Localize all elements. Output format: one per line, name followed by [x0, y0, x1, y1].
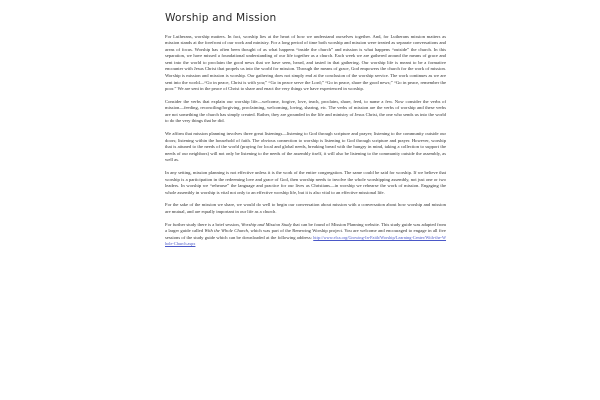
paragraph-5: For the sake of the mission we share, we would do well to begin our conversation about mission with a conversation about how worship and mission are mutual, and are equally important in our life as a church. — [165, 202, 446, 215]
document-content — [165, 12, 446, 248]
study-title-worship-and-mission-study: Worship and Mission Study — [241, 221, 292, 227]
page-title: Worship and Mission — [165, 12, 277, 24]
study-guide-download-link[interactable]: http://www.elca.org/Growing-In-Faith/Worship/Learning-Center/With-the-Whole-Church.aspx — [165, 234, 447, 247]
study-title-with-the-whole-church: With the Whole Church — [204, 228, 248, 234]
paragraph-1: For Lutherans, worship matters. In fact, worship lies at the heart of how we understand ourselves together. And, for Lutherans mission matters as mission stands at the forefront of our work and ministry. For a long period of time both worship and mission were treated as separate conversations and areas of focus. Worship has often been thought of as what happens “inside the church” and mission is what happens “outside” the church. In this separation, we have missed a foundational understanding of our life together as a church. Each week we are gathered around the means of grace and sent into the world to proclaim the good news that we have seen, heard, and tasted in that gathering. Our worship life is meant to be a formative encounter with Jesus Christ that propels us into the world for mission. Through the means of grace, God empowers the church for the work of mission. Worship is mission and mission is worship. Our gathering does not simply end at the conclusion of the worship service. The work continues as we are sent into the world—“Go in peace, Christ is with you;” “Go in peace serve the Lord;” “Go in peace, share the good news;” “Go in peace, remember the poor.” We are sent in the peace of Christ to share and enact the very things we have experienced in worship. — [165, 33, 446, 92]
paragraph-further-study — [165, 222, 446, 248]
further-study-text-middle: that can be found of Mission Planning website. This study guide was adapted from a larger guide called — [165, 221, 446, 234]
further-study-text-intro: For further study there is a brief session, — [165, 221, 242, 227]
paragraph-3: We affirm that mission planning involves three great listenings—listening to God through scripture and prayer; listening to the community outside our doors; listening within the household of faith. The obvious connection to worship is listening to God through scripture and prayer. However, worship that is attuned to the needs of the world (praying for local and global needs, breaking bread with the hungry in mind, taking a collection to support the needs of our neighbors) will not only be listening to the needs of the assembly itself, it will also be listening to the community outside the assembly, as well as. — [165, 131, 446, 163]
paragraph-2: Consider the verbs that explain our worship life—welcome, forgive, love, teach, proclaim, share, feed, to name a few. Now consider the verbs of mission—feeding, reconciling/forgiving, proclaiming, welcoming, loving, sharing, etc. The verbs of mission are the verbs of worship and these verbs are not something the church has simply created. Rather, they are grounded in the life and ministry of Jesus Christ, the one who sends us into the world to do the very things that he did. — [165, 98, 446, 124]
paragraph-4: In any setting, mission planning is not effective unless it is the work of the entire congregation. The same could be said for worship. If we believe that worship is a participation in the redeeming love and grace of God, then worship needs to involve the whole worshipping assembly, not just one or two leaders. In worship we “rehearse” the language and practice for our lives as Christians—in worship we rehearse the work of mission. Engaging the whole assembly in worship is vital not only to an effective worship life, but it is also vital to an effective missional life. — [165, 170, 446, 195]
further-study-text-end: , which was part of the Renewing Worship project. You are welcome and encouraged to engage in all five sessions of the study guide which can be downloaded at the following address: — [165, 228, 446, 240]
